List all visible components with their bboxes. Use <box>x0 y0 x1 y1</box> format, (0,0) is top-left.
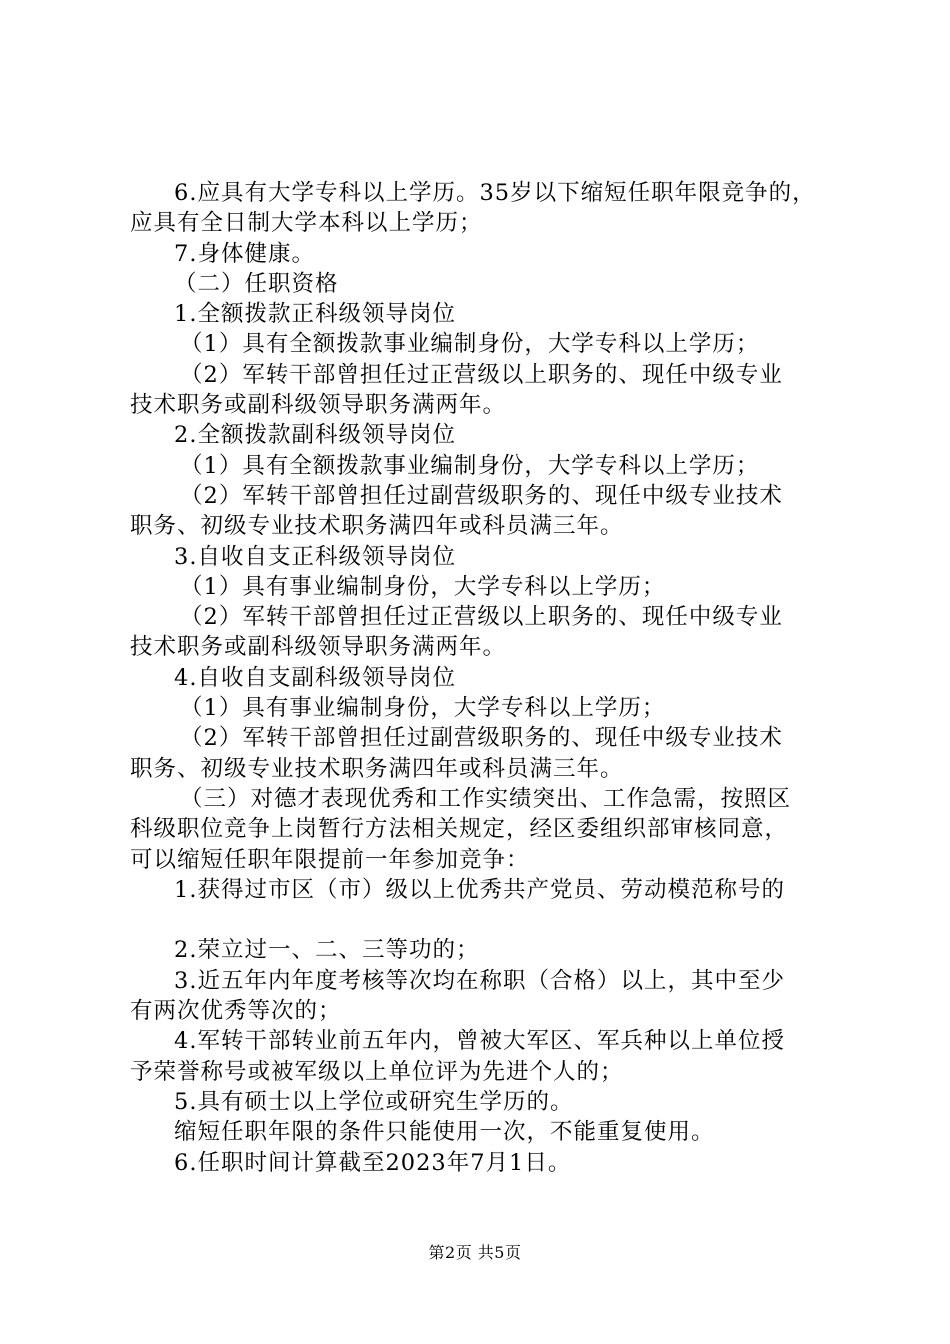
paragraph-line: （1）具有事业编制身份，大学专科以上学历； <box>180 573 666 600</box>
paragraph-line: 职务、初级专业技术职务满四年或科员满三年。 <box>130 513 624 540</box>
paragraph-line: 技术职务或副科级领导职务满两年。 <box>130 392 507 419</box>
paragraph-line: （1）具有全额拨款事业编制身份，大学专科以上学历； <box>180 331 760 358</box>
paragraph-line: 2.荣立过一、二、三等功的； <box>174 937 480 964</box>
page-footer: 第2页 共5页 <box>428 1243 522 1262</box>
paragraph-line: 可以缩短任职年限提前一年参加竞争： <box>130 846 530 873</box>
paragraph-line: 应具有全日制大学本科以上学历； <box>130 210 483 237</box>
paragraph-line: （2）军转干部曾担任过正营级以上职务的、现任中级专业 <box>180 361 783 388</box>
paragraph-line: 1.获得过市区（市）级以上优秀共产党员、劳动模范称号的 <box>174 876 785 903</box>
paragraph-line: 科级职位竞争上岗暂行方法相关规定，经区委组织部审核同意， <box>130 816 789 843</box>
paragraph-line: 有两次优秀等次的； <box>130 998 342 1025</box>
paragraph-line: 7.身体健康。 <box>174 240 315 267</box>
paragraph-line: 6.应具有大学专科以上学历。35岁以下缩短任职年限竞争的， <box>174 180 816 206</box>
paragraph-line: 予荣誉称号或被军级以上单位评为先进个人的； <box>130 1058 624 1085</box>
subheading: 3.自收自支正科级领导岗位 <box>174 543 456 570</box>
paragraph-line: 6.任职时间计算截至2023年7月1日。 <box>174 1149 572 1176</box>
paragraph-line: 职务、初级专业技术职务满四年或科员满三年。 <box>130 755 624 782</box>
subheading: 1.全额拨款正科级领导岗位 <box>174 301 456 328</box>
paragraph-line: （2）军转干部曾担任过副营级职务的、现任中级专业技术 <box>180 725 783 752</box>
section-heading: （三）对德才表现优秀和工作实绩突出、工作急需，按照区 <box>180 785 792 812</box>
document-body <box>130 178 842 1178</box>
paragraph-line: （1）具有事业编制身份，大学专科以上学历； <box>180 695 666 722</box>
paragraph-line: （2）军转干部曾担任过副营级职务的、现任中级专业技术 <box>180 482 783 509</box>
paragraph-line: 5.具有硕士以上学位或研究生学历的。 <box>174 1088 574 1115</box>
paragraph-line: 4.军转干部转业前五年内，曾被大军区、军兵种以上单位授 <box>174 1028 785 1055</box>
blank-line <box>130 905 842 935</box>
section-heading: （二）任职资格 <box>174 270 339 297</box>
paragraph-line: 技术职务或副科级领导职务满两年。 <box>130 634 507 661</box>
paragraph-line: 3.近五年内年度考核等次均在称职（合格）以上，其中至少 <box>174 967 785 994</box>
paragraph-line: （1）具有全额拨款事业编制身份，大学专科以上学历； <box>180 452 760 479</box>
subheading: 2.全额拨款副科级领导岗位 <box>174 422 456 449</box>
paragraph-line: 缩短任职年限的条件只能使用一次，不能重复使用。 <box>174 1119 715 1146</box>
subheading: 4.自收自支副科级领导岗位 <box>174 664 456 691</box>
paragraph-line: （2）军转干部曾担任过正营级以上职务的、现任中级专业 <box>180 604 783 631</box>
